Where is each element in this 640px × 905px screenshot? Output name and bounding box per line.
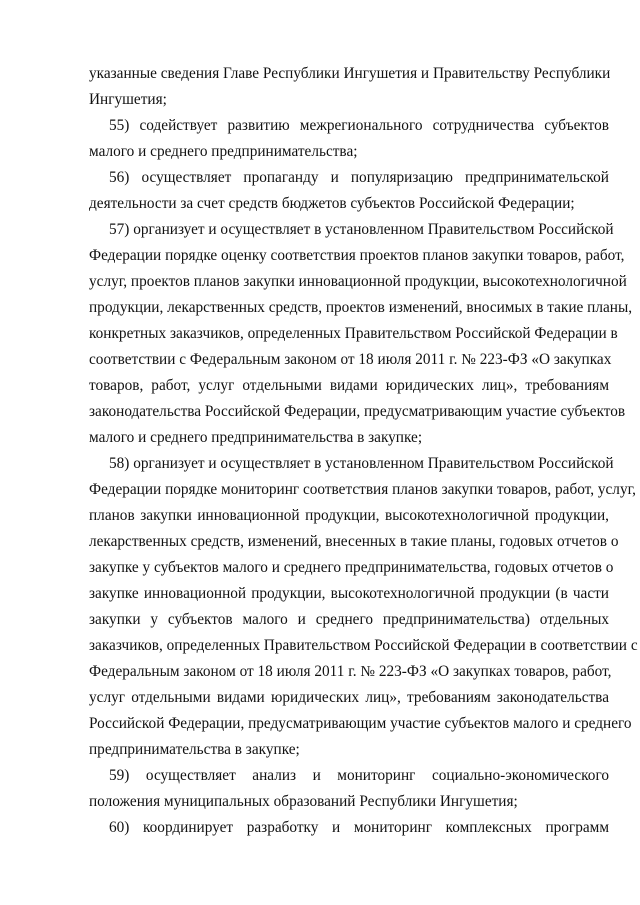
paragraph-item-58 (89, 451, 638, 763)
text-line: Федерации порядке мониторинг соответствия планов закупки товаров, работ, услуг, (89, 481, 636, 498)
text-line: услуг, проектов планов закупки инновационной продукции, высокотехнологичной (89, 273, 627, 290)
text-line: законодательства Российской Федерации, предусматривающим участие субъектов (89, 403, 626, 420)
text-line: закупки у субъектов малого и среднего предпринимательства) отдельных (89, 611, 609, 628)
paragraph-continuation (89, 61, 609, 113)
text-line: товаров, работ, услуг отдельными видами юридических лиц», требованиям (89, 377, 609, 394)
text-line: закупке инновационной продукции, высокотехнологичной продукции (в части (89, 585, 609, 602)
paragraph-item-56 (89, 165, 609, 217)
text-line: Федерации порядке оценку соответствия проектов планов закупки товаров, работ, (89, 247, 625, 264)
text-line: соответствии с Федеральным законом от 18 июля 2011 г. № 223-ФЗ «О закупках (89, 351, 612, 368)
paragraph-item-59 (89, 763, 609, 815)
text-line: предпринимательства в закупке; (89, 741, 300, 758)
text-line: 60) координирует разработку и мониторинг комплексных программ (109, 819, 609, 836)
text-line: лекарственных средств, изменений, внесенных в такие планы, годовых отчетов о (89, 533, 619, 550)
document-body (89, 61, 638, 841)
text-line: продукции, лекарственных средств, проектов изменений, вносимых в такие планы, (89, 299, 633, 316)
text-line: малого и среднего предпринимательства; (89, 143, 358, 160)
text-line: конкретных заказчиков, определенных Правительством Российской Федерации в (89, 325, 618, 342)
text-line: 56) осуществляет пропаганду и популяризацию предпринимательской (109, 169, 609, 186)
paragraph-item-60 (89, 815, 609, 841)
text-line: 59) осуществляет анализ и мониторинг социально-экономического (109, 767, 609, 784)
text-line: малого и среднего предпринимательства в закупке; (89, 429, 423, 446)
text-line: планов закупки инновационной продукции, высокотехнологичной продукции, (89, 507, 609, 524)
paragraph-item-57 (89, 217, 633, 451)
text-line: Федеральным законом от 18 июля 2011 г. № 223-ФЗ «О закупках товаров, работ, (89, 663, 612, 680)
text-line: положения муниципальных образований Республики Ингушетия; (89, 793, 518, 810)
text-line: заказчиков, определенных Правительством Российской Федерации в соответствии с (89, 637, 638, 654)
paragraph-item-55 (89, 113, 609, 165)
text-line: закупке у субъектов малого и среднего предпринимательства, годовых отчетов о (89, 559, 614, 576)
text-line: указанные сведения Главе Республики Ингушетия и Правительству Республики (89, 65, 611, 82)
text-line: услуг отдельными видами юридических лиц», требованиям законодательства (89, 689, 609, 706)
text-line: Ингушетия; (89, 91, 167, 108)
text-line: Российской Федерации, предусматривающим участие субъектов малого и среднего (89, 715, 632, 732)
text-line: 57) организует и осуществляет в установленном Правительством Российской (109, 221, 614, 238)
text-line: 55) содействует развитию межрегионального сотрудничества субъектов (109, 117, 609, 134)
text-line: 58) организует и осуществляет в установленном Правительством Российской (109, 455, 614, 472)
text-line: деятельности за счет средств бюджетов субъектов Российской Федерации; (89, 195, 575, 212)
